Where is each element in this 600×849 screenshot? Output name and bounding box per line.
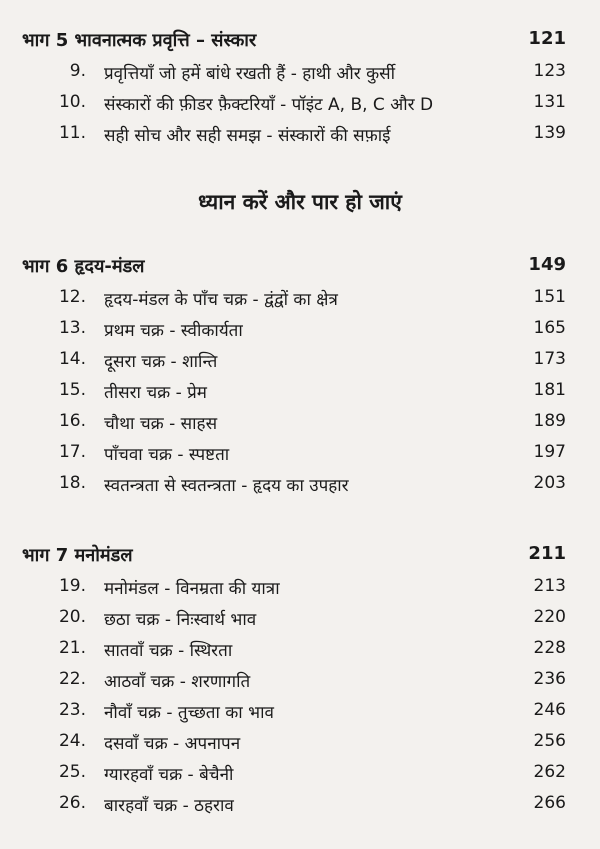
chapter-number: 15. [58,380,86,400]
chapter-title: दसवाँ चक्र - अपनापन [104,734,241,754]
chapter-title: दूसरा चक्र - शान्ति [104,352,218,372]
chapter-number: 9. [69,61,86,81]
chapter-number: 12. [58,287,86,307]
chapter-title: सातवाँ चक्र - स्थिरता [104,641,233,661]
chapter-title: ग्यारहवाँ चक्र - बेचैनी [104,765,234,785]
chapter-row [0,793,600,823]
chapter-title: पाँचवा चक्र - स्पष्टता [104,445,230,465]
part-label: भाग 6 हृदय-मंडल [22,256,145,277]
chapter-row [0,318,600,348]
chapter-number: 18. [58,473,86,493]
chapter-row [0,576,600,606]
chapter-page-number: 173 [533,349,566,369]
chapter-number: 25. [58,762,86,782]
chapter-page-number: 220 [533,607,566,627]
chapter-row [0,92,600,122]
chapter-page-number: 139 [533,123,566,143]
chapter-row [0,700,600,730]
chapter-page-number: 262 [533,762,566,782]
chapter-number: 11. [58,123,86,143]
chapter-row [0,607,600,637]
chapter-number: 14. [58,349,86,369]
chapter-page-number: 256 [533,731,566,751]
chapter-row [0,123,600,153]
section-heading: ध्यान करें और पार हो जाएं [198,190,402,214]
chapter-row [0,61,600,91]
part-6-row [0,254,600,284]
chapter-number: 26. [58,793,86,813]
chapter-title: संस्कारों की फ़ीडर फ़ैक्टरियाँ - पॉइंट A, B, C और D [104,95,434,115]
part-label: भाग 5 भावनात्मक प्रवृत्ति – संस्कार [22,30,257,51]
chapter-number: 17. [58,442,86,462]
chapter-page-number: 123 [533,61,566,81]
part-label: भाग 7 मनोमंडल [22,545,133,566]
chapter-number: 20. [58,607,86,627]
chapter-row [0,473,600,503]
chapter-page-number: 131 [533,92,566,112]
chapter-page-number: 228 [533,638,566,658]
chapter-title: बारहवाँ चक्र - ठहराव [104,796,234,816]
chapter-page-number: 266 [533,793,566,813]
chapter-row [0,669,600,699]
chapter-page-number: 189 [533,411,566,431]
chapter-title: मनोमंडल - विनम्रता की यात्रा [104,579,280,599]
chapter-row [0,349,600,379]
part-5-row [0,28,600,58]
chapter-page-number: 151 [533,287,566,307]
chapter-number: 19. [58,576,86,596]
chapter-page-number: 246 [533,700,566,720]
chapter-row [0,380,600,410]
chapter-row [0,762,600,792]
chapter-page-number: 197 [533,442,566,462]
chapter-title: प्रवृत्तियाँ जो हमें बांधे रखती हैं - हाथी और कुर्सी [104,64,396,84]
chapter-number: 16. [58,411,86,431]
chapter-number: 13. [58,318,86,338]
chapter-title: तीसरा चक्र - प्रेम [104,383,207,403]
chapter-title: छठा चक्र - निःस्वार्थ भाव [104,610,257,630]
part-page-number: 149 [528,254,566,275]
chapter-row [0,638,600,668]
chapter-title: नौवाँ चक्र - तुच्छता का भाव [104,703,274,723]
chapter-row [0,411,600,441]
part-page-number: 121 [528,28,566,49]
chapter-row [0,442,600,472]
part-page-number: 211 [528,543,566,564]
chapter-row [0,287,600,317]
chapter-number: 23. [58,700,86,720]
chapter-title: आठवाँ चक्र - शरणागति [104,672,251,692]
part-7-row [0,543,600,573]
chapter-title: प्रथम चक्र - स्वीकार्यता [104,321,243,341]
chapter-number: 24. [58,731,86,751]
chapter-title: हृदय-मंडल के पाँच चक्र - द्वंद्वों का क्षेत्र [104,290,338,310]
chapter-page-number: 165 [533,318,566,338]
chapter-title: चौथा चक्र - साहस [104,414,218,434]
chapter-number: 22. [58,669,86,689]
chapter-title: सही सोच और सही समझ - संस्कारों की सफ़ाई [104,126,391,146]
chapter-number: 10. [58,92,86,112]
chapter-page-number: 181 [533,380,566,400]
chapter-row [0,731,600,761]
chapter-page-number: 236 [533,669,566,689]
chapter-page-number: 203 [533,473,566,493]
chapter-number: 21. [58,638,86,658]
chapter-page-number: 213 [533,576,566,596]
chapter-title: स्वतन्त्रता से स्वतन्त्रता - हृदय का उपहार [104,476,349,496]
